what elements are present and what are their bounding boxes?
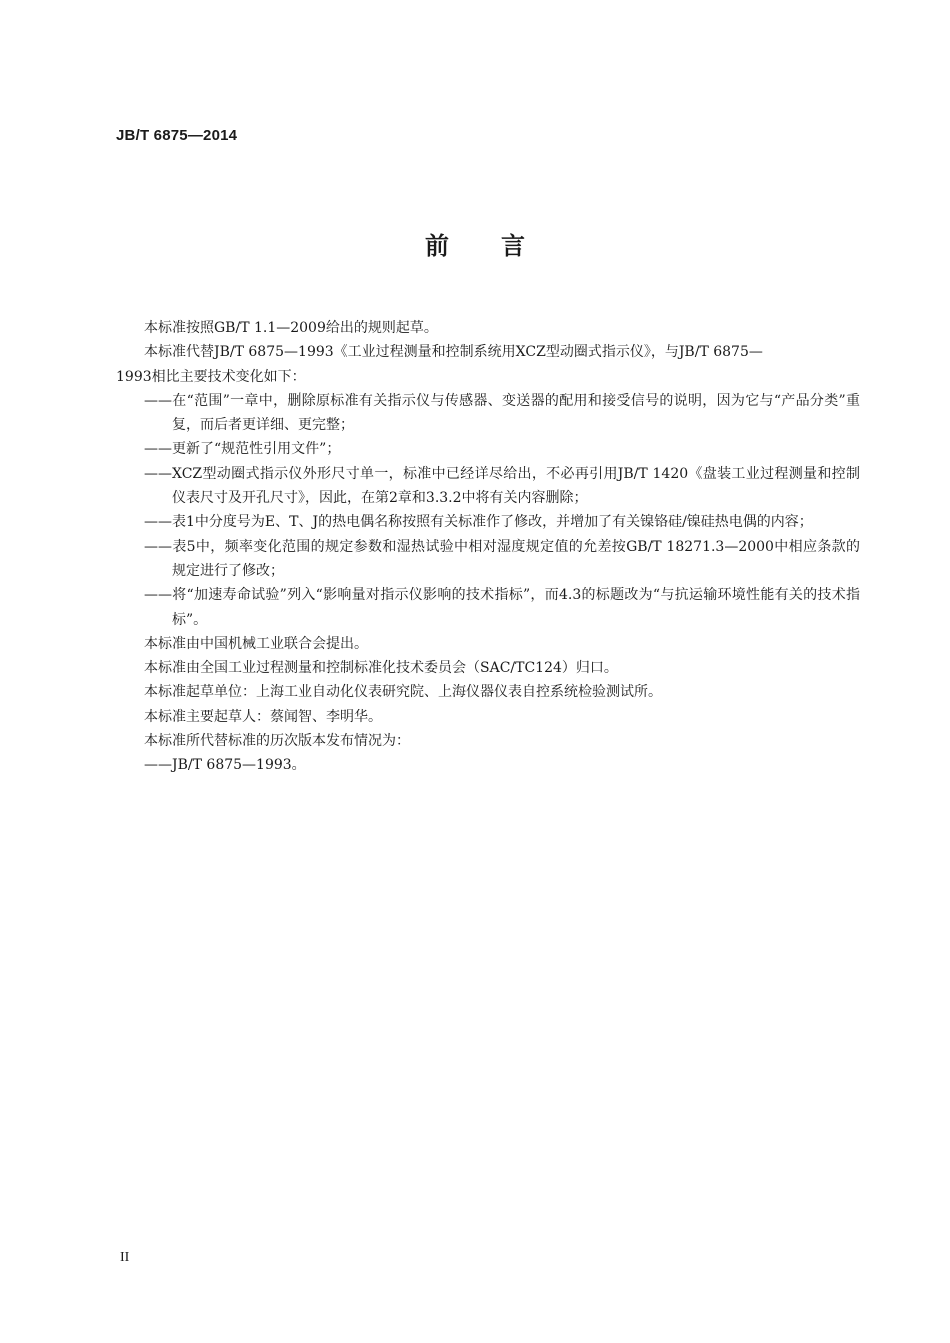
paragraph-drafters: 本标准主要起草人：蔡闻智、李明华。: [144, 708, 382, 725]
change-item-life-test: ——将“加速寿命试验”列入“影响量对指示仪影响的技术指标”，而4.3的标题改为“与抗运输环境性能有关的技术指标”。: [144, 587, 860, 628]
paragraph-history-item: ——JB/T 6875—1993。: [144, 757, 306, 774]
title-char-1: 前: [425, 232, 449, 260]
standard-code: JB/T 6875—2014: [116, 127, 238, 144]
page-number: II: [120, 1250, 130, 1265]
paragraph-drafting-rule: 本标准按照GB/T 1.1—2009给出的规则起草。: [144, 320, 438, 336]
paragraph-drafting-units: 本标准起草单位：上海工业自动化仪表研究院、上海仪器仪表自控系统检验测试所。: [144, 684, 662, 701]
title-char-2: 言: [501, 232, 525, 260]
change-item-thermocouple: ——表1中分度号为E、T、J的热电偶名称按照有关标准作了修改，并增加了有关镍铬硅/镍硅热电偶的内容；: [144, 514, 813, 531]
page-title: [0, 229, 950, 263]
preface-body: [116, 316, 860, 778]
paragraph-replacement-line1: 本标准代替JB/T 6875—1993《工业过程测量和控制系统用XCZ型动圈式指示仪》，与JB/T 6875—: [144, 344, 763, 361]
paragraph-proposer: 本标准由中国机械工业联合会提出。: [144, 635, 368, 652]
paragraph-committee: 本标准由全国工业过程测量和控制标准化技术委员会（SAC/TC124）归口。: [144, 660, 618, 677]
paragraph-history-intro: 本标准所代替标准的历次版本发布情况为：: [144, 733, 410, 750]
paragraph-replacement: [116, 340, 860, 389]
change-item-dimensions: ——XCZ型动圈式指示仪外形尺寸单一，标准中已经详尽给出，不必再引用JB/T 1420《盘装工业过程测量和控制仪表尺寸及开孔尺寸》，因此，在第2章和3.3.2中将有关内容删除；: [144, 465, 860, 507]
change-item-references: ——更新了“规范性引用文件”；: [144, 441, 341, 458]
change-item-table5: ——表5中，频率变化范围的规定参数和湿热试验中相对湿度规定值的允差按GB/T 18271.3—2000中相应条款的规定进行了修改；: [144, 538, 860, 579]
paragraph-replacement-line2: 1993相比主要技术变化如下：: [116, 368, 306, 385]
change-item-scope: ——在“范围”一章中，删除原标准有关指示仪与传感器、变送器的配用和接受信号的说明，因为它与“产品分类”重复，而后者更详细、更完整；: [144, 392, 860, 434]
